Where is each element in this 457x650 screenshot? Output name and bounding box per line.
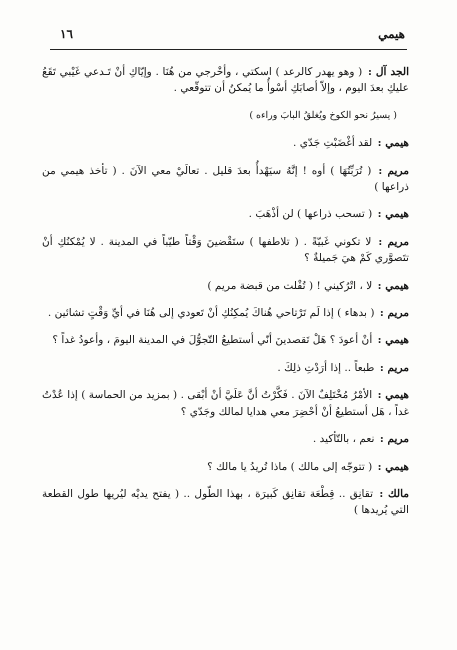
line-text: ( يسيرُ نحو الكوخ ويُغلقُ البابَ وراءه ) [249,109,397,121]
speaker-label: هيمي : [377,389,410,402]
dialogue-line [42,206,409,222]
line-text: نعم ، بالتّأكيد . [312,433,375,446]
speaker-label: مريم : [378,235,410,248]
dialogue-line [42,360,409,376]
line-text: تقانِق .. قِطْعَة تقانِق كَبيرَة ، بهذا الطّول .. ( يفتح يديْه ليُريها طول القطعة التي يُريدها ) [42,487,409,517]
line-text: طبعاً .. إذا أرَدْتِ ذلِكَ . [277,361,375,374]
speaker-label: هيمي : [377,279,409,292]
line-text: ( وهو يهدر كالرعد ) اسكتي ، وأخْرجي من هُنَا . وإيّاكِ أنْ تَـدعي غَيْبي تَقَعُ عليكِ بعدَ اليوم ، وإلاّ أصابَكِ أسْوأُ ما يُمكنُ أن تتوقّعي . [42,66,409,95]
dialogue-line [42,234,409,267]
dialogue-line [42,64,409,97]
dialogue-line [42,486,409,519]
dialogue-line [42,332,409,348]
line-text: ( تُرَبِّتُهَا ) أوه ! إنَّهُ سيَهْدأُ بعدَ قليل . تعالَيْ معي الآنَ . ( تأخذ هيمي من ذراعها ) [42,164,409,194]
speaker-label: مريم : [379,307,409,320]
dialogue-line [42,163,409,196]
line-text: لا ، اتْرُكيني ! ( تُفْلت من قبضة مريم ) [207,279,373,292]
line-text: ( بدهاء ) إذا لَم تَرْتاحي هُناكَ يُمكِنُكِ أنْ تَعودي إلى هُنَا في أيِّ وَقْتٍ تشائين . [47,307,375,320]
dialogue-line [42,305,409,321]
line-text: الأمْرُ مُخْتَلِفٌ الآنَ . فَكَّرْتُ أنَّ عَلَيَّ أنْ أبْقى . ( بمزيد من الحماسة ) إذا عُدْتُ غداً ، هَل أستطيعُ أنْ أحْضِرَ معي هدايا لمالك وجَدّي ؟ [42,389,409,418]
dialogue-line [42,135,409,151]
line-text: لا تكوني غَبيّةً . ( تلاطفها ) ستَقْضينَ وَقْتاً طيّباً في المدينة . لا يُمْكنُكِ أنْ تتَصوَّري كَمْ هيَ جَميلةٌ ؟ [42,235,409,265]
dialogue-line [42,431,409,447]
line-text: أنْ أعودَ ؟ هَلْ تَقصدينَ أنّي أستطيعُ التّجوُّلَ في المدينة اليومَ ، وأعودُ غداً ؟ [52,334,373,347]
line-text: لقد أغْضَبْتِ جَدّي . [292,137,373,150]
running-header-title: هيمي [378,27,405,41]
dialogue-line [42,387,409,420]
speaker-label: الجد آل : [367,66,410,78]
speaker-label: مالك : [379,487,409,500]
page-number: ١٦ [60,27,73,41]
speaker-label: مريم : [379,433,409,446]
dialogue-line [42,278,409,294]
dialogue-body [42,64,409,530]
line-text: ( تتوجّه إلى مالك ) ماذا تُريدُ يا مالك ؟ [207,460,373,473]
speaker-label: مريم : [379,361,409,374]
speaker-label: هيمي : [377,137,409,150]
speaker-label: هيمي : [377,334,409,347]
header-rule [50,49,407,50]
line-text: ( تسحب ذراعها ) لن أذْهَبَ . [248,208,373,221]
dialogue-line [42,459,409,475]
speaker-label: مريم : [378,164,410,177]
speaker-label: هيمي : [377,460,409,473]
stage-direction [42,108,409,124]
speaker-label: هيمي : [377,208,409,221]
